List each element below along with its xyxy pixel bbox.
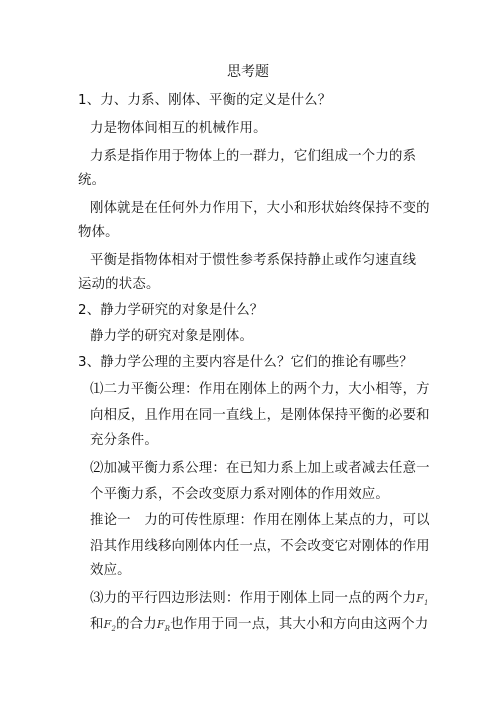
answer-line: 运动的状态。	[78, 277, 160, 292]
question-2: 2、静力学研究的对象是什么？	[78, 303, 264, 318]
question-1: 1、力、力系、刚体、平衡的定义是什么？	[78, 93, 332, 108]
force-symbol-f2: $F_2$	[103, 618, 117, 634]
answer-line	[90, 614, 428, 640]
answer-line: 力是物体间相互的机械作用。	[90, 121, 267, 136]
answer-line: 个平衡力系，不会改变原力系对刚体的作用效应。	[90, 487, 389, 502]
answer-line	[90, 588, 429, 614]
answer-line: ⑵加减平衡力系公理：在已知力系上加上或者减去任意一	[90, 461, 430, 476]
answer-line: 充分条件。	[90, 433, 158, 448]
answer-line: 向相反，且作用在同一直线上，是刚体保持平衡的必要和	[90, 408, 430, 423]
answer-text: 也作用于同一点，其大小和方向由这两个力	[170, 617, 429, 632]
answer-line: 物体。	[78, 225, 119, 240]
answer-line: 刚体就是在任何外力作用下，大小和形状始终保持不变的	[90, 201, 430, 216]
answer-line: 推论一 力的可传性原理：作用在刚体上某点的力，可以	[90, 513, 430, 528]
answer-line: 静力学的研究对象是刚体。	[90, 329, 254, 344]
force-symbol-f1: $F_1$	[416, 592, 429, 608]
answer-text: ⑶力的平行四边形法则：作用于刚体上同一点的两个力	[90, 591, 417, 606]
answer-line: 平衡是指物体相对于惯性参考系保持静止或作匀速直线	[90, 253, 417, 268]
page-title: 思考题	[227, 64, 269, 80]
answer-line: 统。	[78, 173, 106, 188]
answer-line: 效应。	[90, 563, 131, 578]
answer-text: 和	[90, 617, 104, 632]
question-3: 3、静力学公理的主要内容是什么？它们的推论有哪些？	[78, 355, 413, 370]
answer-line: ⑴二力平衡公理：作用在刚体上的两个力，大小相等，方	[90, 382, 430, 397]
force-symbol-fr: $F_R$	[156, 618, 171, 634]
answer-line: 力系是指作用于物体上的一群力，它们组成一个力的系	[90, 149, 417, 164]
answer-line: 沿其作用线移向刚体内任一点，不会改变它对刚体的作用	[90, 539, 430, 554]
answer-text: 的合力	[116, 617, 157, 632]
